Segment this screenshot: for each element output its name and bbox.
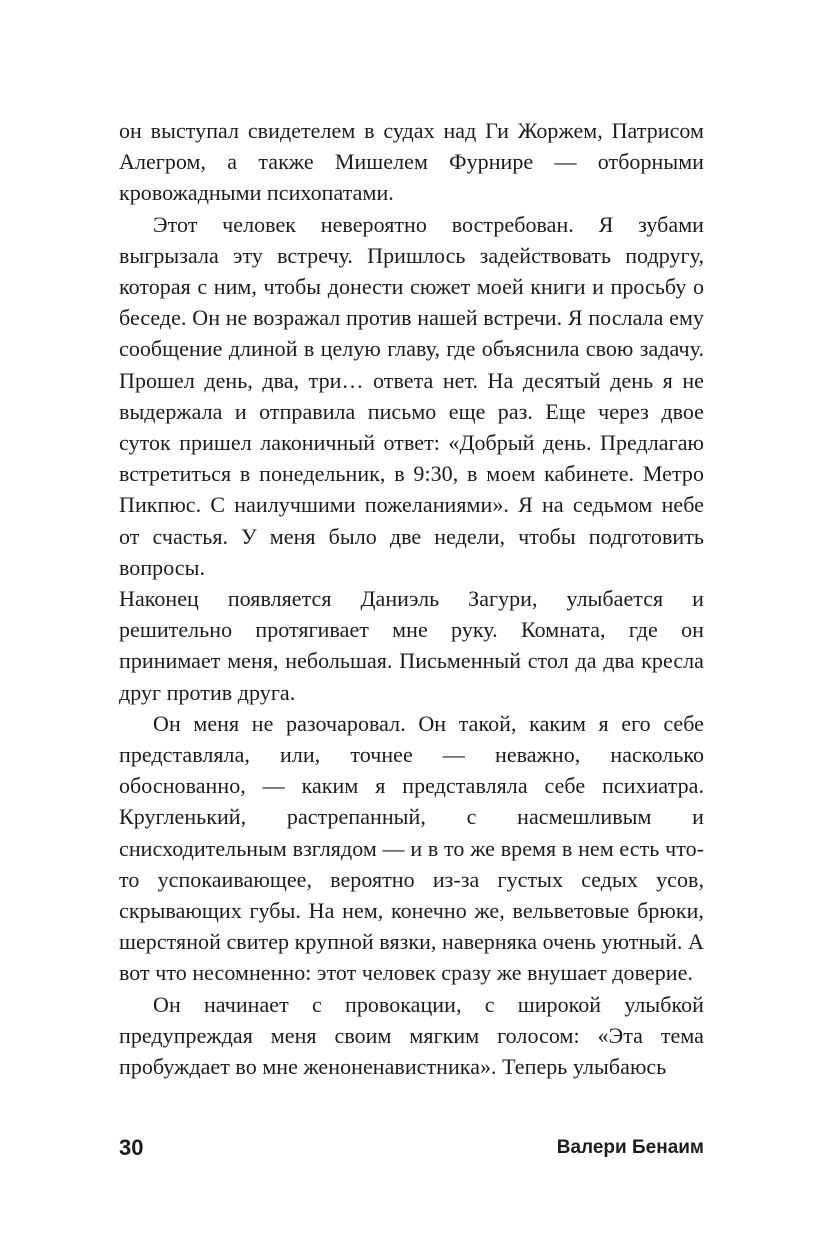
page-footer [119, 1135, 704, 1165]
paragraph-arrival: Наконец появляется Даниэль Загури, улыбается и решительно протягивает мне руку. Комната, где он принимает меня, небольшая. Письменный стол да два кресла друг против друга. [119, 586, 704, 705]
page-number: 30 [119, 1135, 144, 1160]
paragraph-request-meeting: Этот человек невероятно востребован. Я зубами выгрызала эту встречу. Пришлось задействовать подругу, которая с ним, чтобы донести сюжет моей книги и просьбу о беседе. Он не возражал против нашей встречи. Я послала ему сообщение длиной в целую главу, где объяснила свою задачу. Прошел день, два, три… ответа нет. На десятый день я не выдержала и отправила письмо еще раз. Еще через двое суток пришел лаконичный ответ: «Добрый день. Предлагаю встретиться в понедельник, в 9:30, в моем кабинете. Метро Пикпюс. С наилучшими пожеланиями». Я на седьмом небе от счастья. У меня было две недели, чтобы подготовить вопросы. [119, 211, 704, 580]
text-section-1 [119, 115, 704, 583]
paragraph-provocation: Он начинает с провокации, с широкой улыбкой предупреждая меня своим мягким голосом: «Эта тема пробуждает во мне женоненавистника». Теперь улыбаюсь [119, 991, 704, 1080]
paragraph-impression: Он меня не разочаровал. Он такой, каким я его себе представляла, или, точнее — неважно, насколько обоснованно, — каким я представляла себе психиатра. Кругленький, растрепанный, с насмешливым и снисходительным взглядом — и в то же время в нем есть что-то успокаивающее, вероятно из-за густых седых усов, скрывающих губы. На нем, конечно же, вельветовые брюки, шерстяной свитер крупной вязки, наверняка очень уютный. А вот что несомненно: этот человек сразу же внушает доверие. [119, 710, 704, 986]
text-section-2 [119, 583, 704, 1082]
paragraph-continuation: он выступал свидетелем в судах над Ги Жоржем, Патрисом Алегром, а также Мишелем Фурнире — отборными кровожадными психопатами. [119, 118, 704, 206]
running-footer-author: Валери Бенаим [556, 1137, 704, 1158]
